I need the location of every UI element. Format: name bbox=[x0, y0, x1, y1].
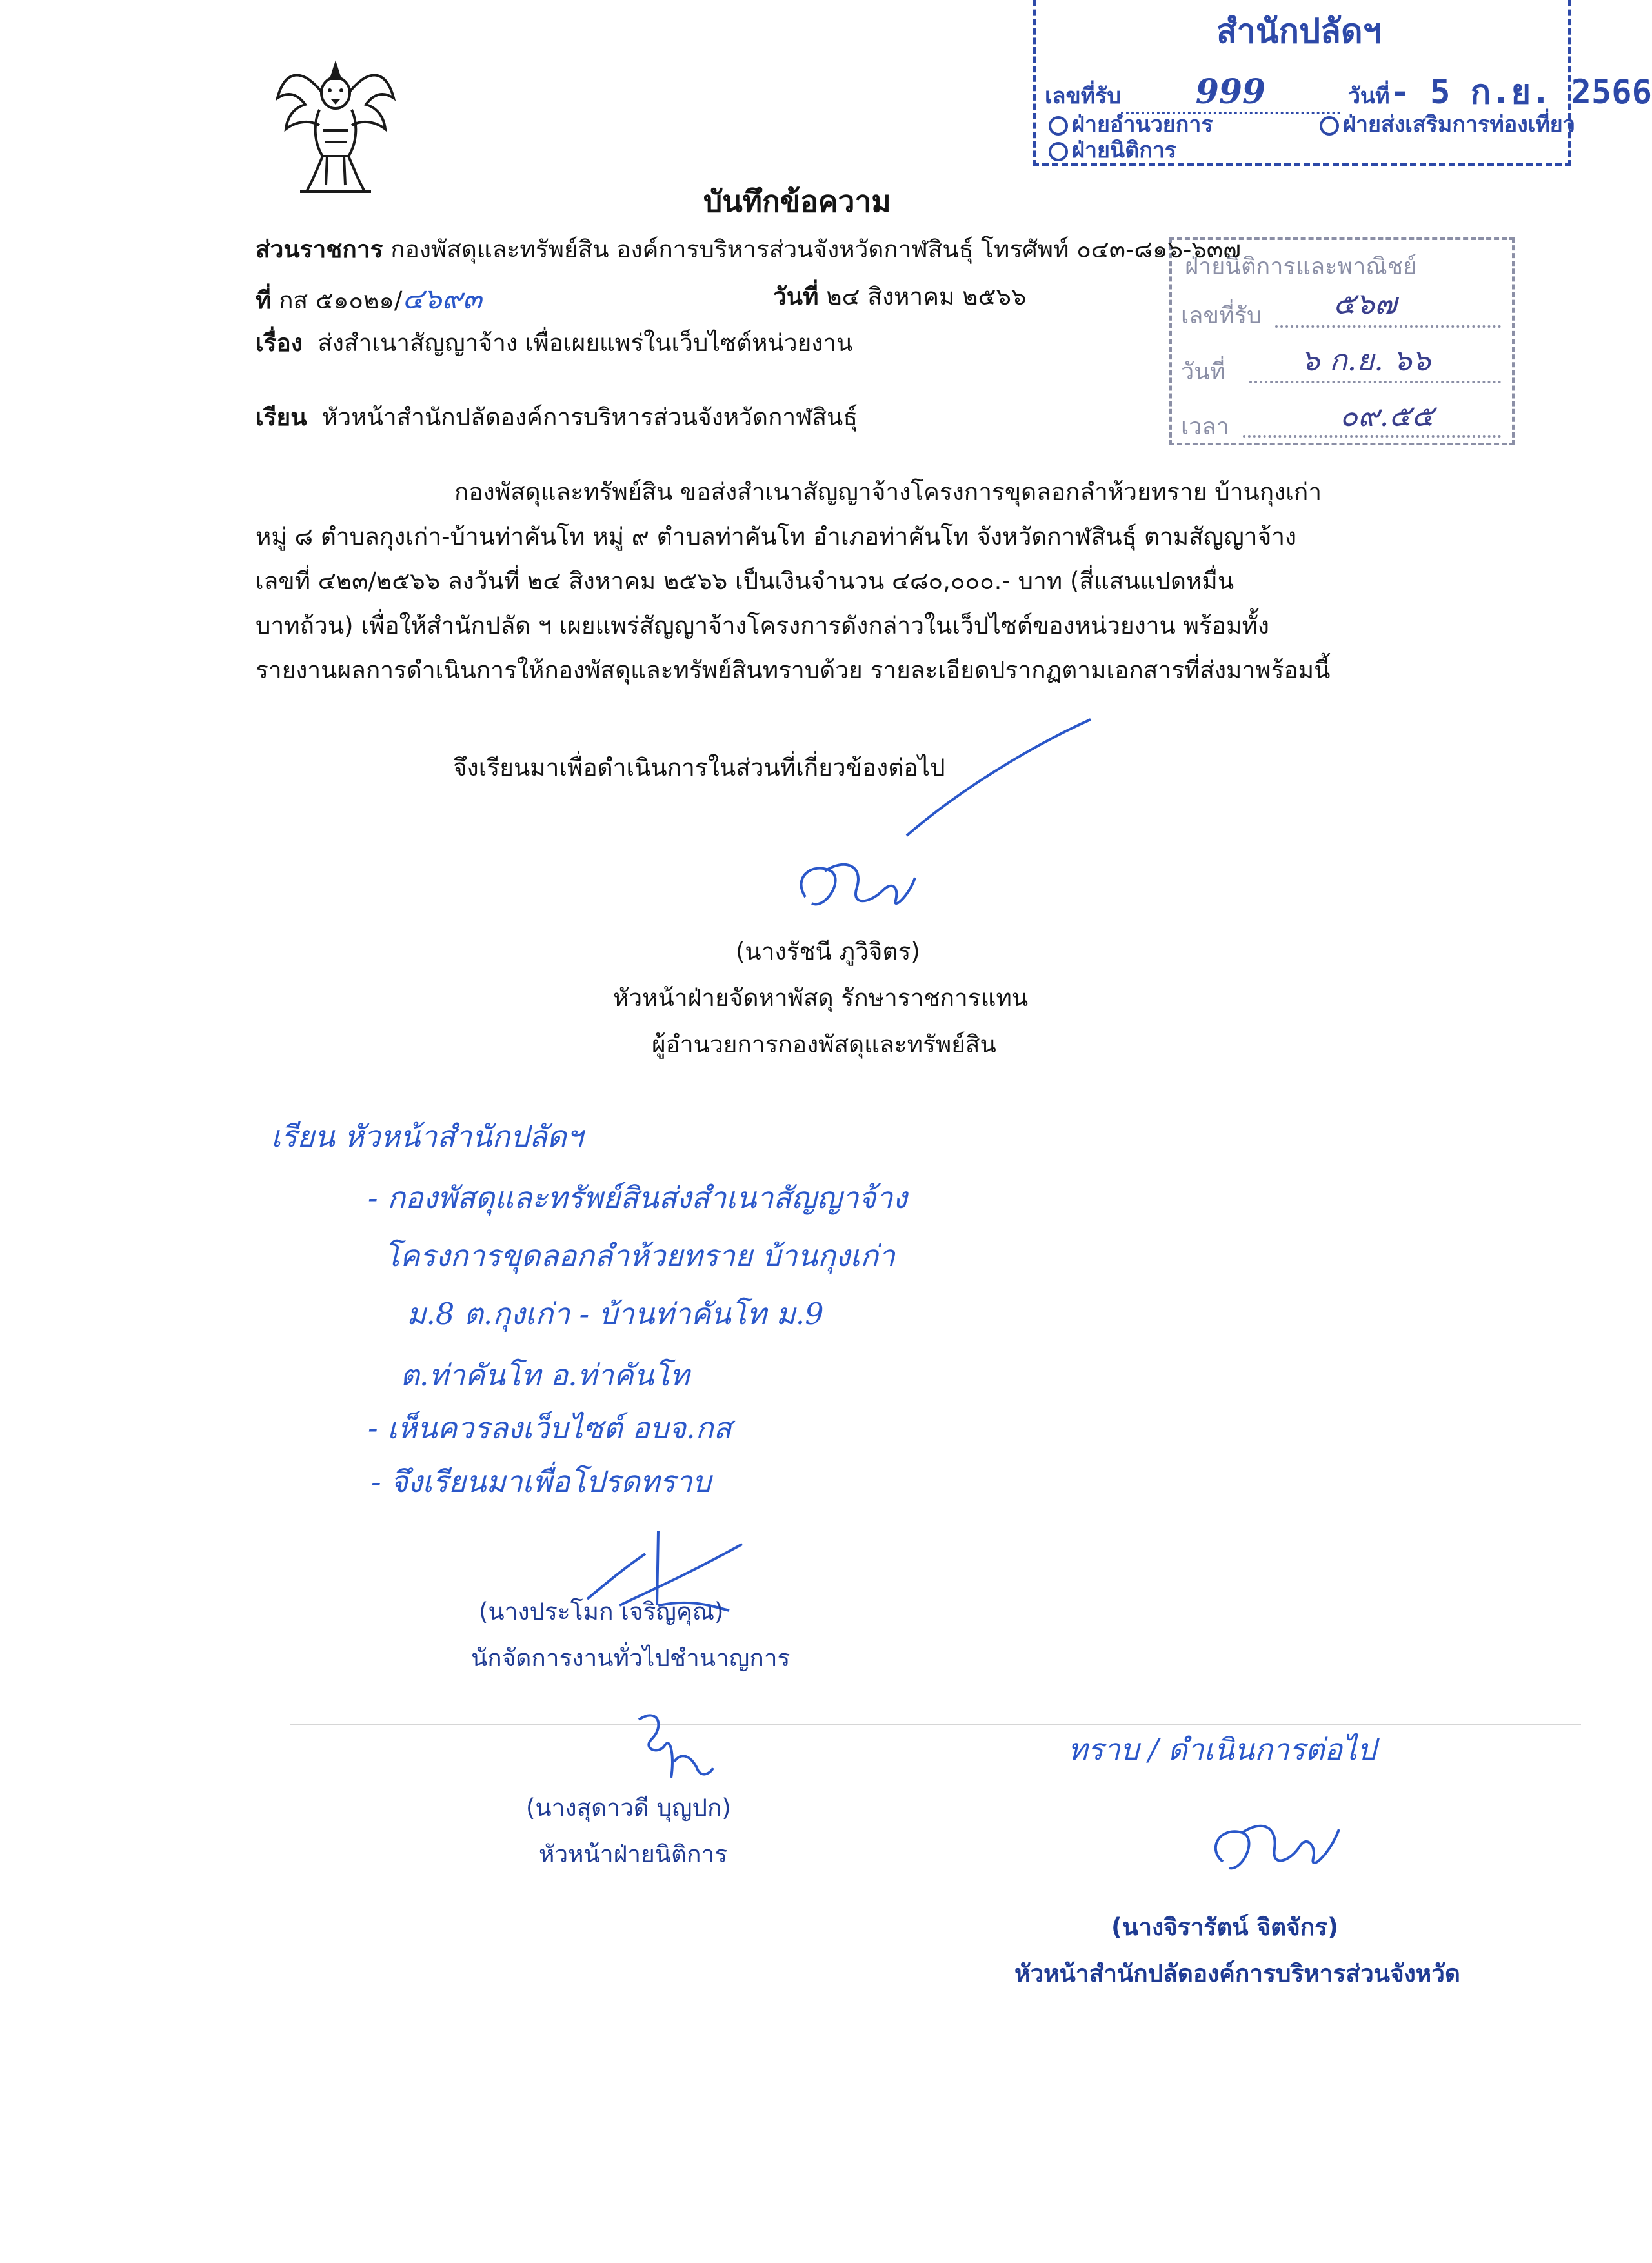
note-signer-position: นักจัดการงานทั่วไปชำนาญการ bbox=[471, 1644, 791, 1672]
legal-signer-position: หัวหน้าฝ่ายนิติการ bbox=[539, 1840, 728, 1868]
body-line: รายงานผลการดำเนินการให้กองพัสดุและทรัพย์สินทราบด้วย รายละเอียดปรากฏตามเอกสารที่ส่งมาพร้อมนี้ bbox=[256, 656, 1331, 684]
stamp-no-value: 999 bbox=[1195, 72, 1266, 112]
chief-name: (นางจิรารัตน์ จิตจักร) bbox=[1111, 1913, 1339, 1941]
signer-name: (นางรัชนี ภูวิจิตร) bbox=[736, 938, 920, 965]
stamp2-date-value: ๖ ก.ย. ๖๖ bbox=[1301, 343, 1431, 377]
note-line: เรียน หัวหน้าสำนักปลัดฯ bbox=[271, 1119, 583, 1154]
garuda-emblem-icon bbox=[274, 53, 397, 196]
ref-handwritten: ๔๖๙๓ bbox=[402, 283, 482, 316]
chief-note: ทราบ / ดำเนินการต่อไป bbox=[1068, 1732, 1376, 1767]
dept-label: ส่วนราชการ bbox=[256, 236, 383, 263]
note-line: - เห็นควรลงเว็บไซต์ อบจ.กส bbox=[368, 1411, 732, 1445]
note-line: - กองพัสดุและทรัพย์สินส่งสำเนาสัญญาจ้าง bbox=[368, 1180, 907, 1215]
stamp2-time-value: ๐๙.๕๕ bbox=[1340, 398, 1435, 433]
note-line: ต.ท่าคันโท อ.ท่าคันโท bbox=[400, 1358, 690, 1393]
memo-body bbox=[256, 470, 1417, 692]
subject-label: เรื่อง bbox=[256, 329, 303, 357]
stamp2-office: ฝ่ายนิติการและพาณิชย์ bbox=[1185, 254, 1417, 280]
signer-position-2: ผู้อำนวยการกองพัสดุและทรัพย์สิน bbox=[652, 1031, 996, 1058]
date-value: ๒๔ สิงหาคม ๒๕๖๖ bbox=[826, 283, 1027, 310]
stamp-date-label: วันที่ bbox=[1347, 83, 1390, 109]
to-value: หัวหน้าสำนักปลัดองค์การบริหารส่วนจังหวัดกาฬสินธุ์ bbox=[322, 403, 858, 431]
received-stamp bbox=[1032, 0, 1652, 166]
note-line: - จึงเรียนมาเพื่อโปรดทราบ bbox=[371, 1464, 711, 1499]
memo-title: บันทึกข้อความ bbox=[703, 184, 891, 219]
closing-line: จึงเรียนมาเพื่อดำเนินการในส่วนที่เกี่ยวข้องต่อไป bbox=[453, 754, 945, 781]
pen-stroke-icon bbox=[903, 716, 1097, 839]
commerce-stamp bbox=[1169, 237, 1515, 445]
stamp-no-label: เลขที่รับ bbox=[1045, 83, 1121, 109]
stamp2-no-value: ๕๖๗ bbox=[1333, 286, 1397, 321]
stamp2-no-label: เลขที่รับ bbox=[1181, 303, 1262, 329]
stamp-office: สำนักปลัดฯ bbox=[1216, 12, 1382, 51]
body-line: บาทถ้วน) เพื่อให้สำนักปลัด ฯ เผยแพร่สัญญาจ้างโครงการดังกล่าวในเว็ปไซต์ของหน่วยงาน พร้อมทั้ง bbox=[256, 612, 1269, 639]
divider bbox=[290, 1724, 1581, 1725]
stamp-option-tourism: ฝ่ายส่งเสริมการท่องเที่ยว bbox=[1343, 112, 1575, 137]
subject-value: ส่งสำเนาสัญญาจ้าง เพื่อเผยแพร่ในเว็บไซต์หน่วยงาน bbox=[317, 329, 853, 357]
chief-position: หัวหน้าสำนักปลัดองค์การบริหารส่วนจังหวัด bbox=[1014, 1960, 1460, 1987]
stamp2-date-label: วันที่ bbox=[1181, 359, 1225, 385]
body-line: หมู่ ๘ ตำบลกุงเก่า-บ้านท่าคันโท หมู่ ๙ ตำบลท่าคันโท อำเภอท่าคันโท จังหวัดกาฬสินธุ์ ตามสัญญาจ้าง bbox=[256, 523, 1297, 550]
signature-jirarat-icon bbox=[1204, 1810, 1345, 1884]
body-line: กองพัสดุและทรัพย์สิน ขอส่งสำเนาสัญญาจ้างโครงการขุดลอกลำห้วยทราย บ้านกุงเก่า bbox=[454, 478, 1322, 506]
stamp-option-admin: ฝ่ายอำนวยการ bbox=[1072, 112, 1213, 137]
date-label: วันที่ bbox=[773, 283, 819, 310]
to-label: เรียน bbox=[256, 403, 307, 431]
note-signer-name: (นางประโมก เจริญคุณ) bbox=[479, 1598, 724, 1625]
signer-position-1: หัวหน้าฝ่ายจัดหาพัสดุ รักษาราชการแทน bbox=[613, 984, 1029, 1012]
legal-signer-name: (นางสุดาวดี บุญปก) bbox=[526, 1794, 731, 1822]
stamp-option-legal: ฝ่ายนิติการ bbox=[1072, 137, 1177, 163]
dept-value: กองพัสดุและทรัพย์สิน องค์การบริหารส่วนจังหวัดกาฬสินธุ์ โทรศัพท์ ๐๔๓-๘๑๖-๖๓๗ bbox=[390, 236, 1241, 263]
signature-sudawadee-icon bbox=[620, 1707, 716, 1791]
stamp-date-value: - 5 ก.ย. 2566 bbox=[1389, 73, 1652, 112]
ref-label: ที่ bbox=[256, 287, 272, 314]
stamp2-time-label: เวลา bbox=[1181, 414, 1229, 440]
signature-rachanee-icon bbox=[786, 852, 928, 923]
note-line: โครงการขุดลอกลำห้วยทราย บ้านกุงเก่า bbox=[384, 1238, 895, 1273]
note-line: ม.8 ต.กุงเก่า - บ้านท่าคันโท ม.9 bbox=[407, 1296, 824, 1331]
ref-value: กส ๕๑๐๒๑/ bbox=[279, 287, 403, 314]
body-line: เลขที่ ๔๒๓/๒๕๖๖ ลงวันที่ ๒๔ สิงหาคม ๒๕๖๖ เป็นเงินจำนวน ๔๘๐,๐๐๐.- บาท (สี่แสนแปดหมื่น bbox=[256, 567, 1234, 595]
